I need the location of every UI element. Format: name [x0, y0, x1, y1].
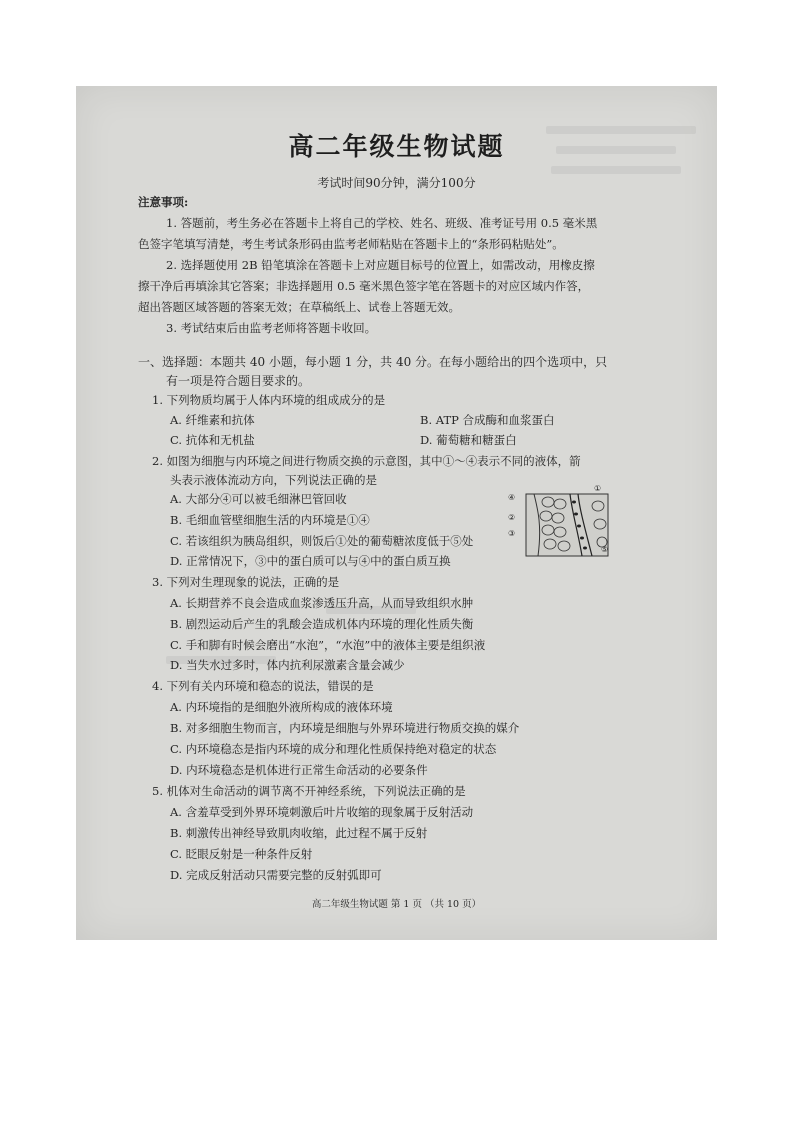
option: D. 当失水过多时，体内抗利尿激素含量会减少 — [170, 658, 405, 672]
tissue-frame — [526, 494, 608, 556]
figure-label-3: ③ — [508, 529, 516, 538]
question-stem: 3. 下列对生理现象的说法，正确的是 — [152, 575, 340, 589]
section-heading: 一、选择题：本题共 40 小题，每小题 1 分，共 40 分。在每小题给出的四个选项中，只 — [138, 355, 608, 369]
option: C. 若该组织为胰岛组织，则饭后①处的葡萄糖浓度低于⑤处 — [170, 534, 474, 548]
option: A. 含羞草受到外界环境刺激后叶片收缩的现象属于反射活动 — [170, 805, 474, 819]
option: D. 葡萄糖和糖蛋白 — [420, 433, 517, 447]
option: A. 内环境指的是细胞外液所构成的液体环境 — [170, 700, 393, 714]
notice-line: 超出答题区域答题的答案无效；在草稿纸上、试卷上答题无效。 — [138, 300, 460, 314]
exam-subtitle: 考试时间90分钟，满分100分 — [317, 176, 476, 190]
option: D. 正常情况下，③中的蛋白质可以与④中的蛋白质互换 — [170, 554, 451, 568]
option: B. 刺激传出神经导致肌肉收缩，此过程不属于反射 — [170, 826, 428, 840]
question-stem-cont: 头表示液体流动方向，下列说法正确的是 — [170, 473, 377, 487]
page-footer: 高二年级生物试题 第 1 页 （共 10 页） — [311, 899, 482, 910]
section-heading-cont: 有一项是符合题目要求的。 — [166, 374, 311, 388]
figure-label-5: ⑤ — [601, 545, 609, 554]
figure-label-4: ④ — [508, 493, 516, 502]
option: C. 眨眼反射是一种条件反射 — [170, 847, 313, 861]
exam-paper-photo — [76, 86, 717, 940]
option: C. 抗体和无机盐 — [170, 433, 255, 447]
option: A. 长期营养不良会造成血浆渗透压升高，从而导致组织水肿 — [170, 596, 474, 610]
option: A. 大部分④可以被毛细淋巴管回收 — [170, 492, 347, 506]
option: A. 纤维素和抗体 — [170, 413, 255, 427]
notice-line: 色签字笔填写清楚，考生考试条形码由监考老师粘贴在答题卡上的“条形码粘贴处”。 — [138, 237, 564, 251]
question-stem: 4. 下列有关内环境和稳态的说法，错误的是 — [152, 679, 374, 693]
figure-label-1: ① — [594, 484, 602, 493]
option: D. 内环境稳态是机体进行正常生命活动的必要条件 — [170, 763, 428, 777]
question-stem: 2. 如图为细胞与内环境之间进行物质交换的示意图，其中①～④表示不同的液体，箭 — [152, 454, 581, 468]
notice-line: 1. 答题前，考生务必在答题卡上将自己的学校、姓名、班级、准考证号用 0.5 毫米黑 — [166, 216, 598, 230]
bleed-through-mark — [551, 166, 681, 174]
figure-label-2: ② — [508, 513, 516, 522]
option: B. 对多细胞生物而言，内环境是细胞与外界环境进行物质交换的媒介 — [170, 721, 520, 735]
exam-title: 高二年级生物试题 — [288, 132, 505, 161]
option: D. 完成反射活动只需要完整的反射弧即可 — [170, 868, 382, 882]
option: B. ATP 合成酶和血浆蛋白 — [420, 413, 555, 427]
notice-heading: 注意事项: — [138, 195, 189, 209]
notice-line: 3. 考试结束后由监考老师将答题卡收回。 — [166, 321, 377, 335]
option: C. 手和脚有时候会磨出“水泡”，“水泡”中的液体主要是组织液 — [170, 638, 486, 652]
option: B. 毛细血管壁细胞生活的内环境是①④ — [170, 513, 370, 527]
option: C. 内环境稳态是指内环境的成分和理化性质保持绝对稳定的状态 — [170, 742, 497, 756]
option: B. 剧烈运动后产生的乳酸会造成机体内环境的理化性质失衡 — [170, 617, 474, 631]
notice-line: 擦干净后再填涂其它答案；非选择题用 0.5 毫米黑色签字笔在答题卡的对应区域内作答， — [138, 279, 590, 293]
tissue-diagram — [508, 482, 612, 558]
notice-line: 2. 选择题使用 2B 铅笔填涂在答题卡上对应题目标号的位置上，如需改动，用橡皮擦 — [166, 258, 595, 272]
question-stem: 1. 下列物质均属于人体内环境的组成成分的是 — [152, 393, 386, 407]
question-stem: 5. 机体对生命活动的调节离不开神经系统，下列说法正确的是 — [152, 784, 466, 798]
